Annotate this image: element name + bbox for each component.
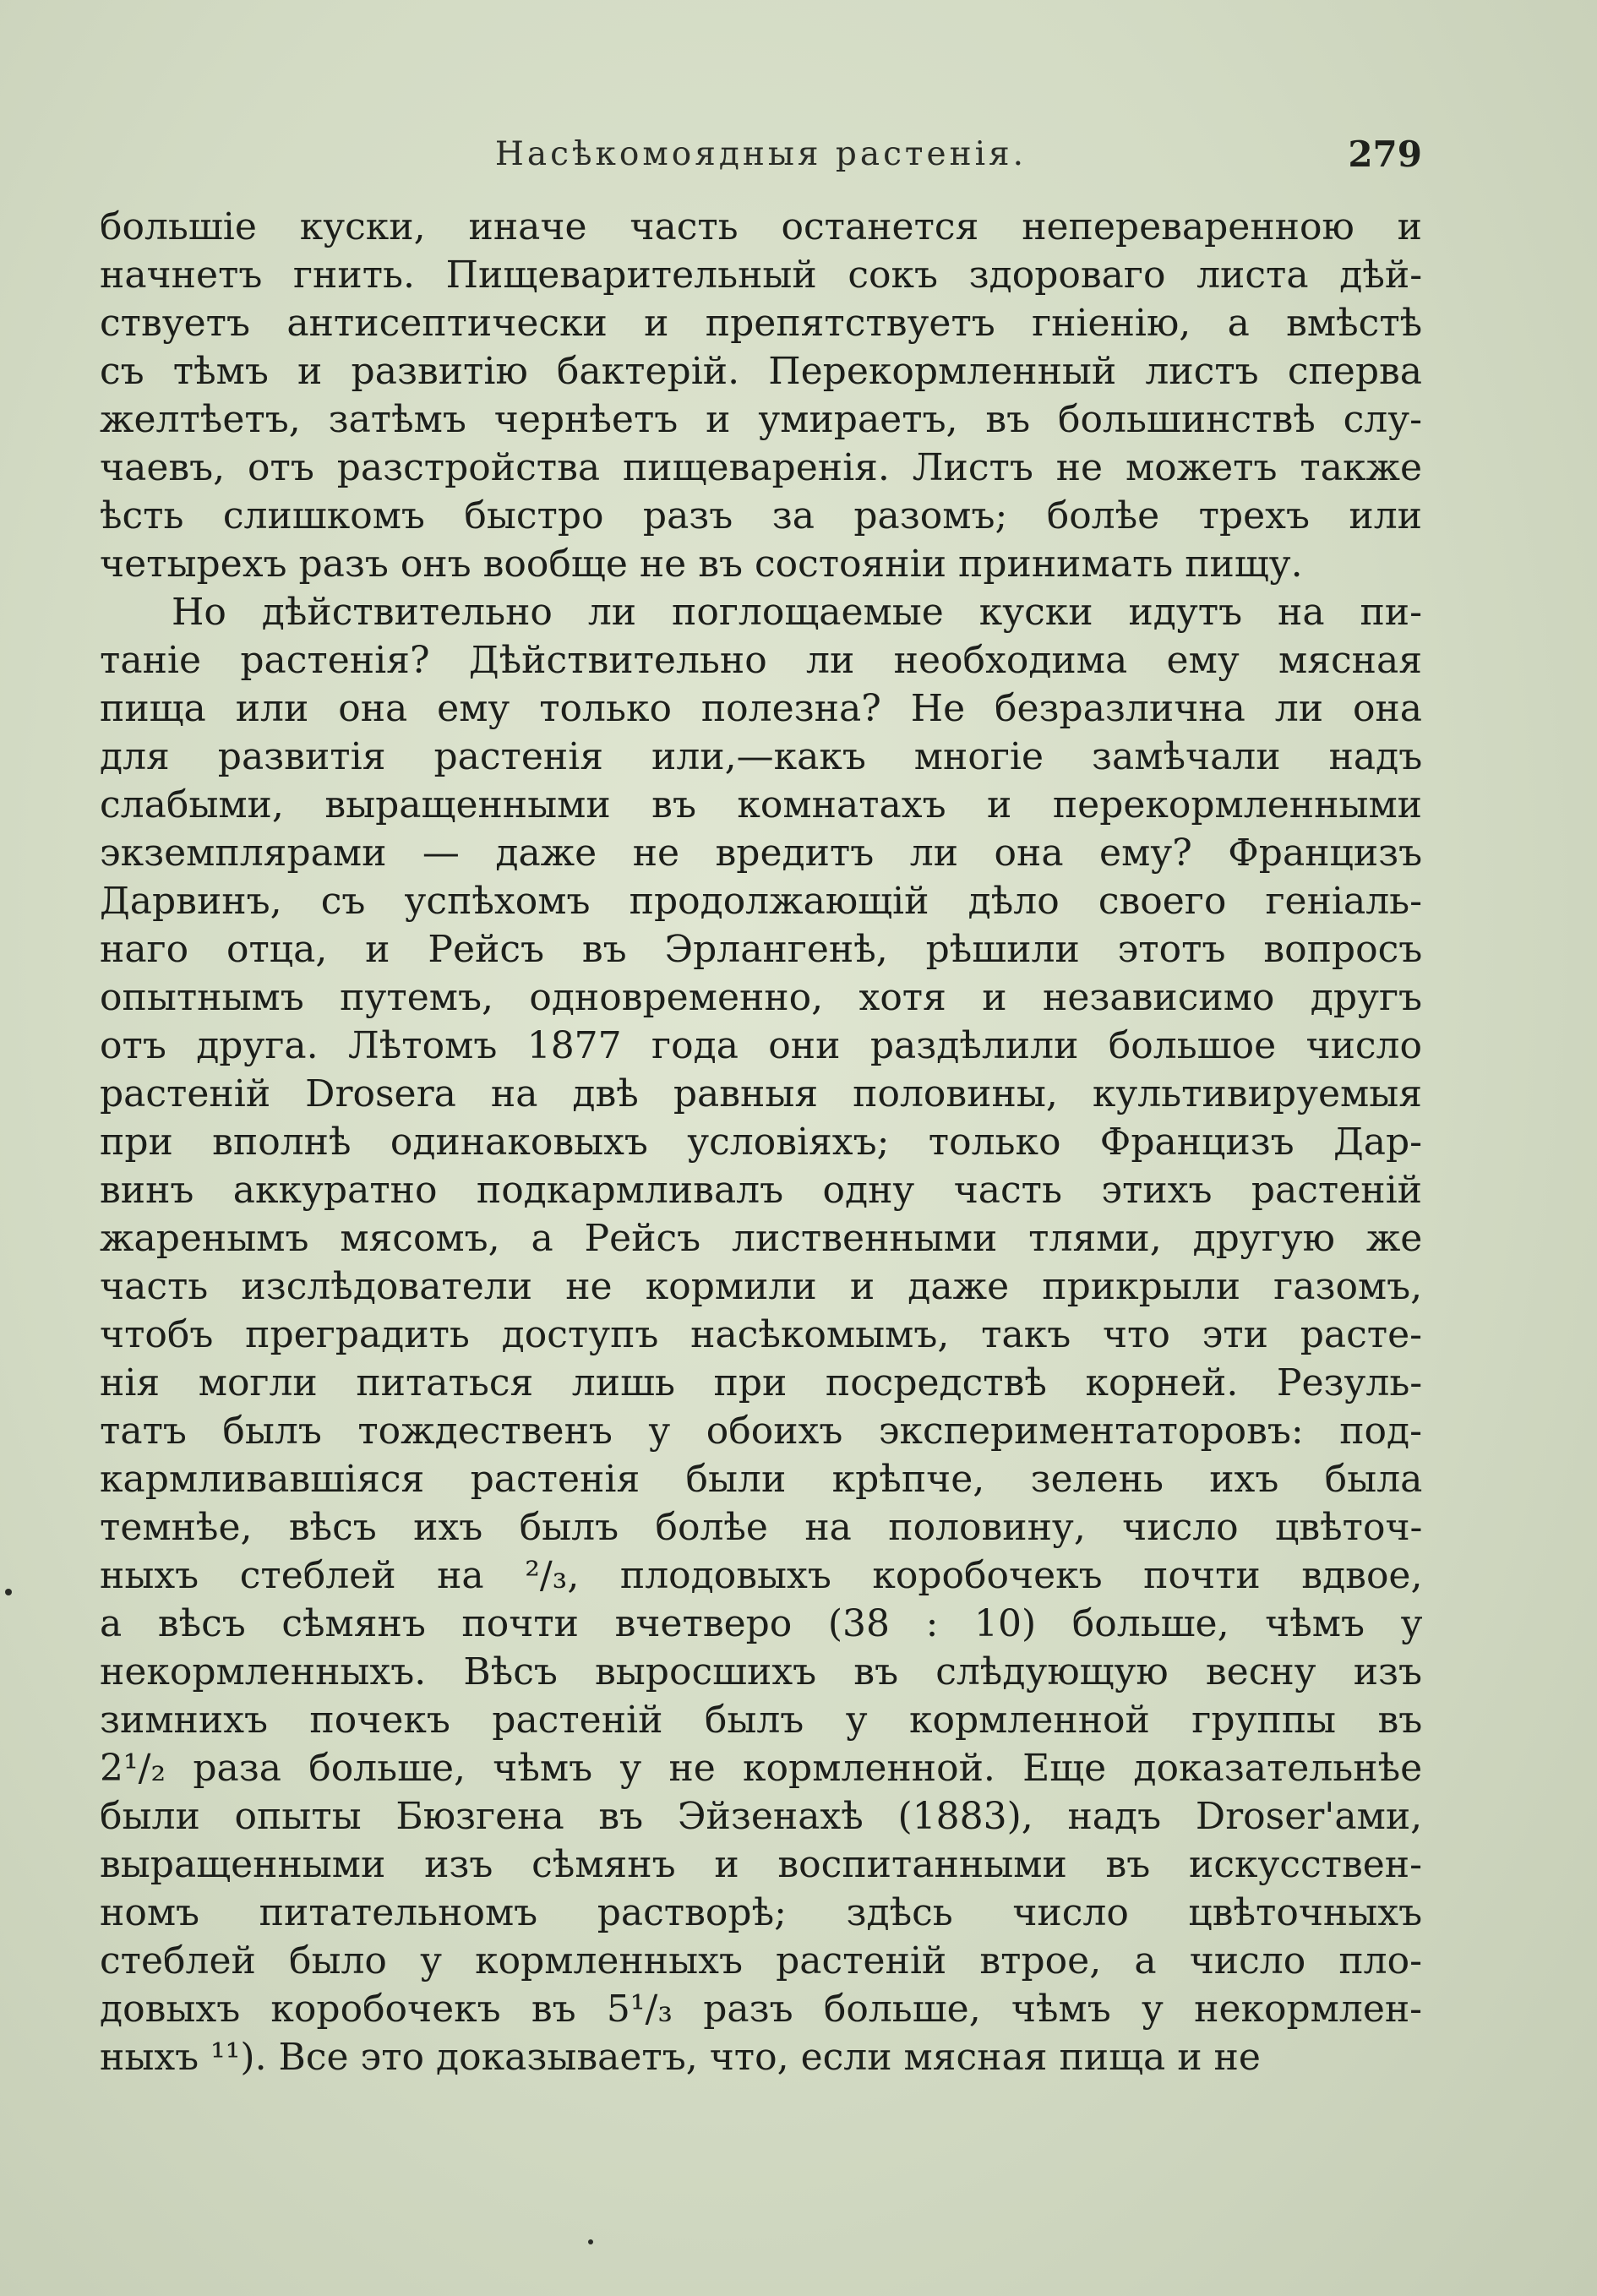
text-line: довыхъ коробочекъ въ 5¹/₃ разъ больше, чѣмъ у некормлен- <box>100 1988 1423 2031</box>
text-line: нія могли питаться лишь при посредствѣ корней. Резуль- <box>100 1361 1423 1404</box>
text-line: ѣсть слишкомъ быстро разъ за разомъ; болѣе трехъ или <box>100 494 1422 537</box>
text-line: кармливавшіяся растенія были крѣпче, зелень ихъ была <box>100 1458 1423 1501</box>
text-line: жаренымъ мясомъ, а Рейсъ лиственными тлями, другую же <box>100 1217 1423 1260</box>
text-line: наго отца, и Рейсъ въ Эрлангенѣ, рѣшили этотъ вопросъ <box>100 928 1423 971</box>
text-line: для развитія растенія или,—какъ многіе замѣчали надъ <box>100 735 1423 778</box>
text-line: были опыты Бюзгена въ Эйзенахѣ (1883), надъ Droser'ами, <box>100 1795 1423 1838</box>
text-line: винъ аккуратно подкармливалъ одну часть этихъ растеній <box>100 1169 1422 1212</box>
text-line: номъ питательномъ растворѣ; здѣсь число цвѣточныхъ <box>100 1891 1423 1934</box>
text-line: съ тѣмъ и развитію бактерій. Перекормленный листъ сперва <box>100 350 1422 393</box>
text-line: чаевъ, отъ разстройства пищеваренія. Листъ не можетъ также <box>100 446 1422 489</box>
text-line: темнѣе, вѣсъ ихъ былъ болѣе на половину, число цвѣточ- <box>100 1506 1423 1549</box>
text-line: растеній Drosera на двѣ равныя половины, культивируемыя <box>100 1072 1422 1115</box>
text-line: опытнымъ путемъ, одновременно, хотя и независимо другъ <box>100 976 1422 1019</box>
text-line: Дарвинъ, съ успѣхомъ продолжающій дѣло своего геніаль- <box>100 880 1422 923</box>
text-line: ныхъ стеблей на ²/₃, плодовыхъ коробочекъ почти вдвое, <box>100 1554 1423 1597</box>
text-line: четырехъ разъ онъ вообще не въ состояніи принимать пищу. <box>100 543 1303 586</box>
text-line: при вполнѣ одинаковыхъ условіяхъ; только Францизъ Дар- <box>100 1121 1423 1164</box>
text-line: отъ друга. Лѣтомъ 1877 года они раздѣлили большое число <box>100 1024 1422 1067</box>
text-line: зимнихъ почекъ растеній былъ у кормленной группы въ <box>100 1699 1423 1742</box>
text-line: слабыми, выращенными въ комнатахъ и перекормленными <box>100 783 1422 826</box>
text-line: выращенными изъ сѣмянъ и воспитанными въ искусствен- <box>100 1843 1422 1886</box>
text-line: начнетъ гнить. Пищеварительный сокъ здороваго листа дѣй- <box>100 254 1423 297</box>
text-line: таніе растенія? Дѣйствительно ли необходима ему мясная <box>100 639 1422 682</box>
text-line: а вѣсъ сѣмянъ почти вчетверо (38 : 10) больше, чѣмъ у <box>100 1602 1423 1645</box>
text-line: пища или она ему только полезна? Не безразлична ли она <box>100 687 1422 730</box>
text-line: некормленныхъ. Вѣсъ выросшихъ въ слѣдующую весну изъ <box>100 1650 1423 1693</box>
paragraph-2 <box>100 588 1422 2081</box>
text-line: стеблей было у кормленныхъ растеній втрое, а число пло- <box>100 1939 1422 1982</box>
text-line: большіе куски, иначе часть останется непереваренною и <box>100 205 1422 248</box>
margin-speck <box>5 1589 12 1595</box>
text-line: татъ былъ тождественъ у обоихъ экспериментаторовъ: под- <box>100 1410 1422 1453</box>
body-text <box>100 203 1422 2081</box>
text-line: ныхъ ¹¹). Все это доказываетъ, что, если мясная пища и не <box>100 2036 1261 2079</box>
text-line: ствуетъ антисептически и препятствуетъ гніенію, а вмѣстѣ <box>100 302 1423 345</box>
text-line: чтобъ преградить доступъ насѣкомымъ, такъ что эти расте- <box>100 1313 1422 1356</box>
running-title: Насѣкомоядныя растенія. <box>494 135 1027 173</box>
text-line: желтѣетъ, затѣмъ чернѣетъ и умираетъ, въ большинствѣ слу- <box>100 398 1422 441</box>
text-line: экземплярами — даже не вредитъ ли она ему? Францизъ <box>100 832 1423 875</box>
running-head <box>100 127 1422 186</box>
text-line: 2¹/₂ раза больше, чѣмъ у не кормленной. Еще доказательнѣе <box>100 1747 1423 1790</box>
book-page <box>100 127 1422 2081</box>
margin-speck <box>588 2239 593 2244</box>
text-line: часть изслѣдователи не кормили и даже прикрыли газомъ, <box>100 1265 1423 1308</box>
paragraph-1 <box>100 203 1422 588</box>
text-line: Но дѣйствительно ли поглощаемые куски идутъ на пи- <box>172 591 1422 634</box>
page-number: 279 <box>1348 134 1422 175</box>
